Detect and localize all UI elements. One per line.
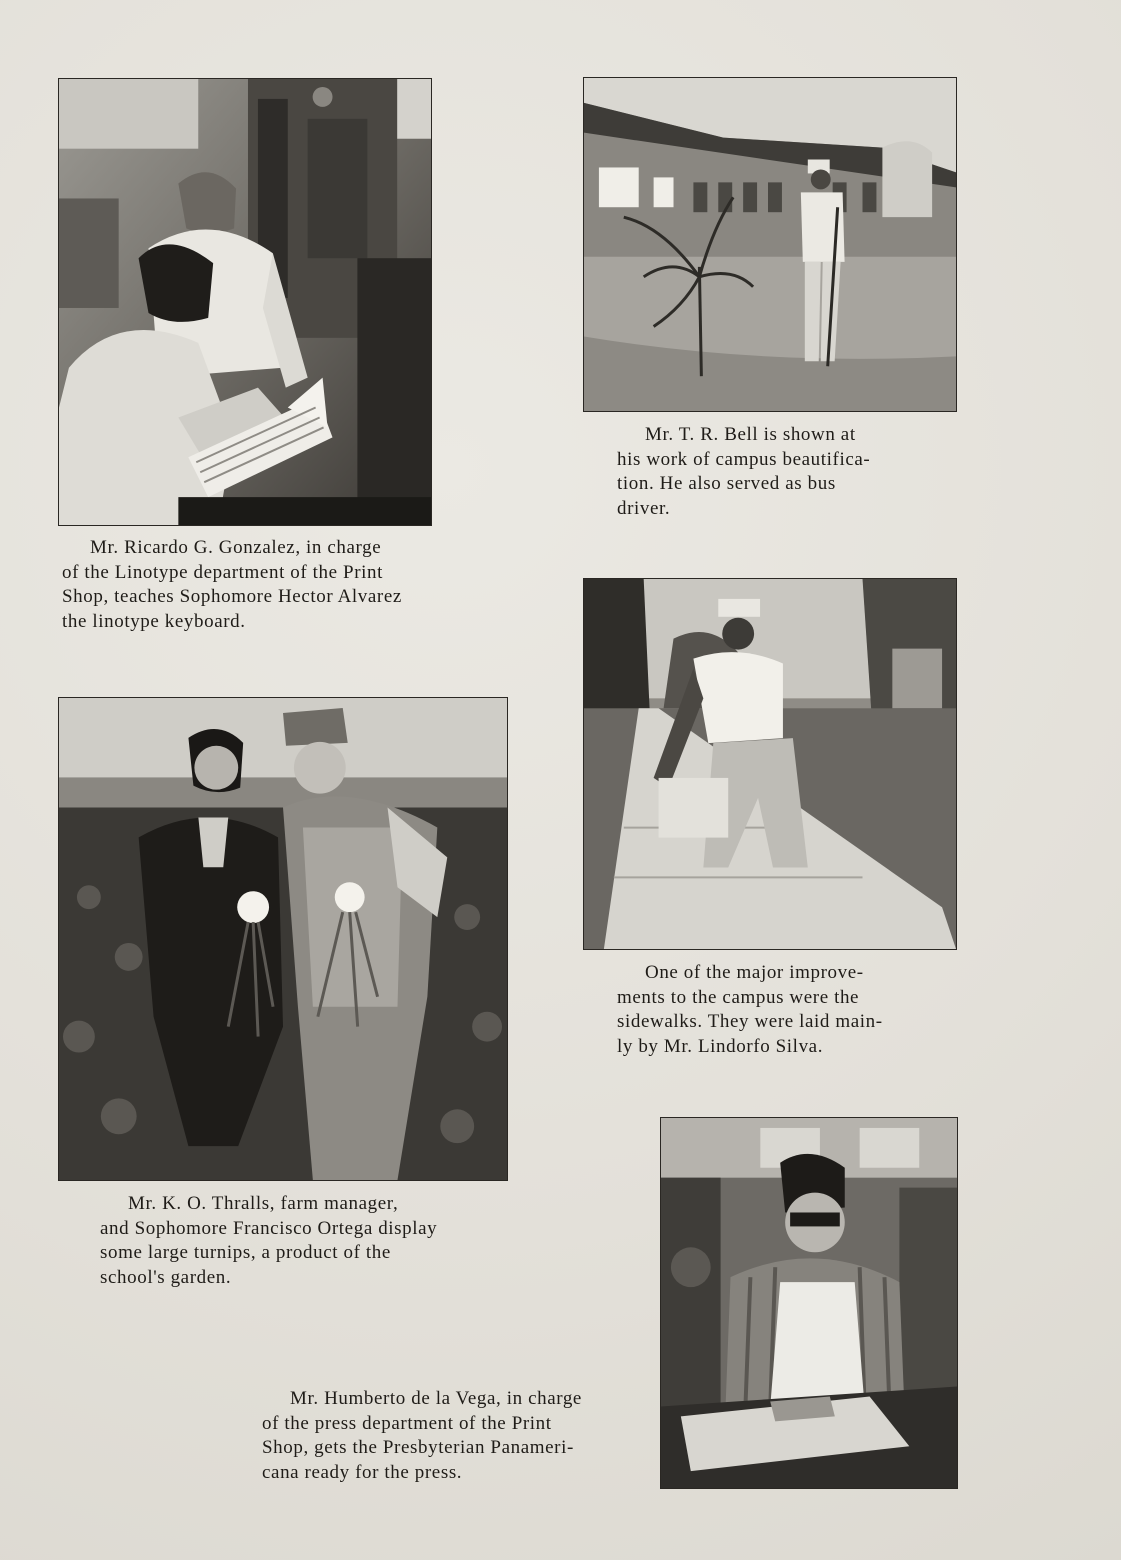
caption-line: cana ready for the press. (262, 1461, 463, 1483)
caption-press (262, 1387, 634, 1485)
linotype-photo-art (59, 79, 431, 525)
caption-line: tion. He also served as bus (617, 473, 836, 494)
caption-line: and Sophomore Francisco Ortega display (100, 1217, 438, 1239)
photo-turnips (58, 697, 508, 1181)
caption-line: Shop, gets the Presbyterian Panameri- (262, 1437, 574, 1458)
caption-beautification (617, 423, 919, 521)
sidewalks-photo-art (584, 579, 956, 949)
beautification-photo-art (584, 78, 956, 411)
caption-sidewalks (617, 961, 921, 1059)
press-photo-art (661, 1118, 957, 1488)
caption-line: of the press department of the Print (262, 1412, 552, 1434)
turnips-photo-art (59, 698, 507, 1180)
caption-line: Mr. Humberto de la Vega, in charge (290, 1388, 582, 1409)
photo-sidewalks (583, 578, 957, 950)
caption-line: school's garden. (100, 1266, 232, 1288)
caption-line: sidewalks. They were laid main- (617, 1011, 883, 1032)
caption-line: his work of campus beautifica- (617, 448, 871, 470)
caption-line: of the Linotype department of the Print (62, 561, 383, 583)
caption-line: Shop, teaches Sophomore Hector Alvarez (62, 586, 402, 607)
caption-line: One of the major improve- (645, 962, 864, 983)
caption-linotype (62, 536, 434, 634)
photo-press-department (660, 1117, 958, 1489)
photo-linotype-lesson (58, 78, 432, 526)
caption-line: ments to the campus were the (617, 986, 860, 1008)
caption-line: the linotype keyboard. (62, 610, 246, 632)
caption-line: Mr. T. R. Bell is shown at (645, 424, 856, 445)
photo-campus-beautification (583, 77, 957, 412)
caption-line: ly by Mr. Lindorfo Silva. (617, 1035, 824, 1057)
caption-turnips (100, 1192, 474, 1290)
caption-line: Mr. Ricardo G. Gonzalez, in charge (90, 537, 382, 558)
caption-line: some large turnips, a product of the (100, 1242, 391, 1263)
caption-line: Mr. K. O. Thralls, farm manager, (128, 1193, 399, 1214)
caption-line: driver. (617, 497, 671, 519)
